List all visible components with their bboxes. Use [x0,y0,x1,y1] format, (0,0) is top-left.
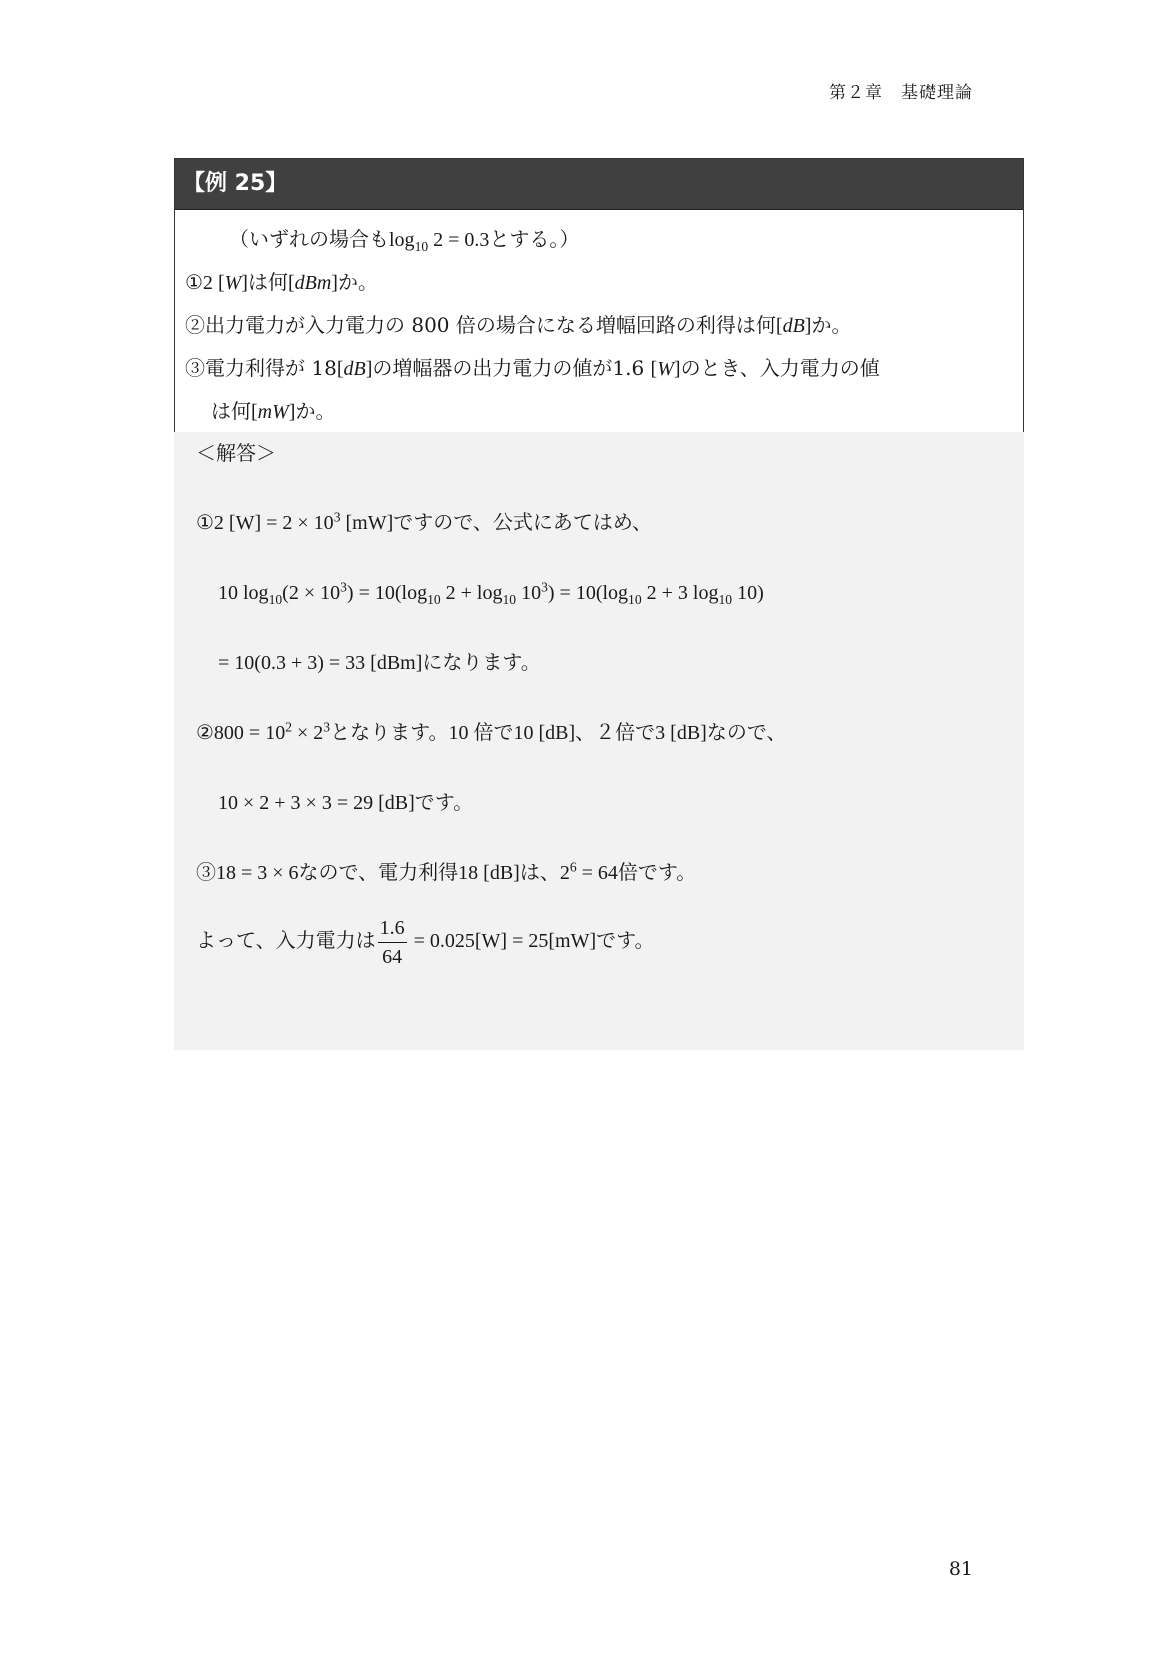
answer-3-line-2: よって、入力電力は $\frac{1.6}{64}$ = 0.025[W] = 25[mW]です。 [196,914,655,971]
answer-2-line-2: 10 × 2 + 3 × 3 = 29 [dB]です。 [218,792,474,814]
question-3-continued: は何[mW]か。 [211,399,336,423]
page-number: 81 [948,1558,973,1580]
example-note: （いずれの場合も$\log_{10} 2 = 0.3$とする。） [229,227,580,254]
chapter-header: 第２章 基礎理論 [829,83,973,103]
answer-3-line-1: ③18 = 3 × 6なので、電力利得18 [dB]は、$2^6 = 64$倍です。 [196,859,697,884]
answer-1-result: = 10(0.3 + 3) = 33 [dBm]になります。 [218,652,541,674]
answer-heading: ＜解答＞ [196,441,276,465]
answer-2-line-1: ②800 = $10^2 \times 2^3$となります。10 倍で10 [dB]、２倍で3 [dB]なので、 [196,719,787,744]
example-box [174,158,1024,444]
question-3: ③電力利得が 18[dB]の増幅器の出力電力の値が1.6 [W]のとき、入力電力の値 [185,356,880,380]
question-2: ②出力電力が入力電力の 800 倍の場合になる増幅回路の利得は何[dB]か。 [185,313,852,337]
answer-1-formula: 10 $\log_{10}(2 \times 10^3) = 10(\log_{10}$ $2 + \log_{10} 10^3) = 10(\log_{10}$ 2 + 3 $\log_{10} 10$) [218,579,764,607]
example-title: 【例 25】 [175,159,1023,210]
answer-1-line-1: ①2 $[W] = 2 \times 10^3$ [mW]ですので、公式にあてはめ、 [196,509,653,534]
fraction: $\frac{1.6}{64}$ [378,914,407,971]
question-1: ①2 [W]は何[dBm]か。 [185,270,378,294]
example-body [175,210,1023,443]
answer-area [174,432,1024,1050]
